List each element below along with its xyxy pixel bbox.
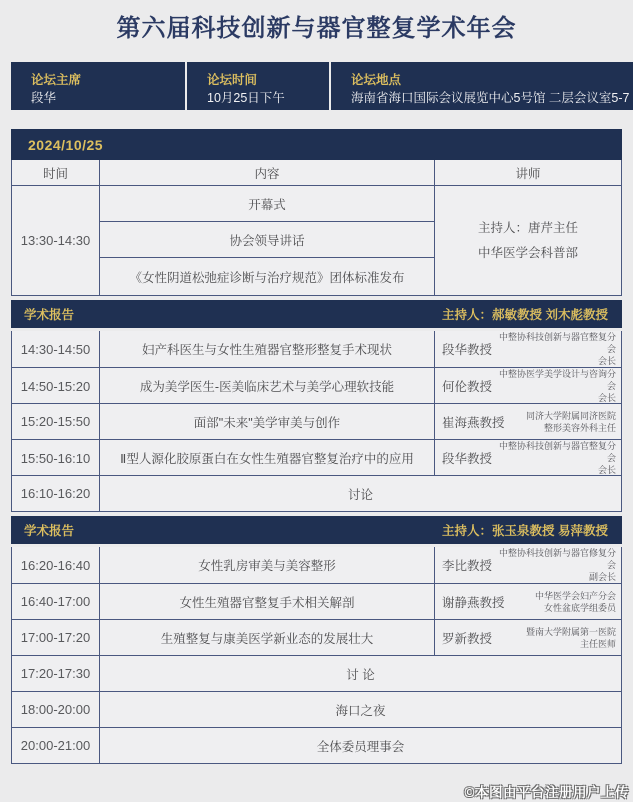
session-row xyxy=(12,367,621,403)
time-cell: 14:50-15:20 xyxy=(12,368,100,404)
speaker-name: 何伦教授 xyxy=(442,380,493,394)
forum-time-value: 10月25日下午 xyxy=(207,91,285,105)
session-title: 面部"未来"美学审美与创作 xyxy=(100,404,435,439)
affiliation-line: 同济大学附属同济医院 xyxy=(525,410,616,421)
affiliation-line: 中整协科技创新与器官整复分会 xyxy=(498,441,616,463)
speaker-affiliation xyxy=(492,368,616,404)
time-cell: 16:10-16:20 xyxy=(12,476,100,511)
session-row xyxy=(12,403,621,439)
session-title: 协会领导讲话 xyxy=(100,222,435,258)
date-text: 2024/10/25 xyxy=(28,136,104,153)
time-cell: 15:20-15:50 xyxy=(12,404,100,439)
affiliation-line: 暨南大学附属第一医院 xyxy=(525,626,616,637)
session-title: 讨 论 xyxy=(346,667,375,682)
speaker-name: 段华教授 xyxy=(442,343,493,357)
time-cell: 20:00-21:00 xyxy=(12,728,100,763)
forum-chair-cell xyxy=(11,62,185,110)
table-column-header xyxy=(12,160,621,186)
speaker-cell xyxy=(435,547,621,583)
session-row xyxy=(12,583,621,619)
affiliation-line: 中整协医学美学设计与咨询分会 xyxy=(498,369,616,391)
forum-info-bar xyxy=(11,62,630,110)
page-title: 第六届科技创新与器官整复学术年会 xyxy=(116,15,517,42)
affiliation-line: 会长 xyxy=(597,356,616,366)
time-cell: 16:20-16:40 xyxy=(12,547,100,583)
evening-event-row xyxy=(12,691,621,727)
time-cell: 13:30-14:30 xyxy=(12,186,100,295)
time-cell: 15:50-16:10 xyxy=(12,440,100,476)
speaker-affiliation xyxy=(492,626,616,650)
speaker-cell xyxy=(435,620,621,655)
opening-block xyxy=(11,160,622,296)
column-header-content: 内容 xyxy=(100,160,435,185)
time-cell: 14:30-14:50 xyxy=(12,331,100,367)
speaker-cell xyxy=(435,404,621,439)
speaker-cell xyxy=(435,186,621,295)
session-block-1 xyxy=(11,331,622,512)
session-title: 开幕式 xyxy=(100,186,435,222)
affiliation-line: 中整协科技创新与器官整复分会 xyxy=(498,332,616,354)
time-cell: 16:40-17:00 xyxy=(12,584,100,619)
affiliation-line: 会长 xyxy=(597,465,616,475)
speaker-affiliation xyxy=(492,331,616,367)
session-title: 海口之夜 xyxy=(335,703,386,718)
session-title: 生殖整复与康美医学新业态的发展壮大 xyxy=(100,620,435,655)
section-header-1 xyxy=(11,300,622,328)
discussion-row xyxy=(12,655,621,691)
affiliation-line: 会长 xyxy=(597,393,616,403)
moderator-affiliation: 中华医学会科普部 xyxy=(477,246,578,260)
forum-location-value: 海南省海口国际会议展览中心5号馆 二层会议室5-7 xyxy=(351,91,630,105)
opening-session-row xyxy=(12,186,621,295)
date-bar xyxy=(11,129,622,160)
forum-location-label: 论坛地点 xyxy=(351,73,402,87)
forum-time-cell xyxy=(187,62,329,110)
speaker-cell xyxy=(435,584,621,619)
speaker-affiliation xyxy=(492,547,616,583)
session-title: 全体委员理事会 xyxy=(316,739,405,754)
speaker-name: 李比教授 xyxy=(442,559,493,573)
time-cell: 18:00-20:00 xyxy=(12,692,100,727)
session-row xyxy=(12,331,621,367)
moderator-line: 主持人：唐芹主任 xyxy=(477,221,578,235)
forum-time-label: 论坛时间 xyxy=(207,73,258,87)
speaker-affiliation xyxy=(492,440,616,476)
forum-chair-label: 论坛主席 xyxy=(31,73,82,87)
section-title: 学术报告 xyxy=(24,308,75,322)
affiliation-line: 女性盆底学组委员 xyxy=(543,602,616,613)
session-row xyxy=(12,619,621,655)
speaker-name: 段华教授 xyxy=(442,452,493,466)
section-moderators: 主持人：张玉泉教授 易萍教授 xyxy=(442,524,608,538)
speaker-name: 谢静燕教授 xyxy=(442,595,505,610)
time-cell: 17:00-17:20 xyxy=(12,620,100,655)
speaker-cell xyxy=(435,440,621,476)
session-title: 女性乳房审美与美容整形 xyxy=(100,547,435,583)
session-row xyxy=(12,439,621,475)
affiliation-line: 主任医师 xyxy=(579,638,616,649)
speaker-affiliation xyxy=(505,410,616,434)
column-header-speaker: 讲师 xyxy=(515,166,541,181)
speaker-name: 崔海燕教授 xyxy=(442,415,505,430)
session-title: 妇产科医生与女性生殖器官整形整复手术现状 xyxy=(100,331,435,367)
forum-chair-value: 段华 xyxy=(31,91,57,105)
session-title: 《女性阴道松弛症诊断与治疗规范》团体标准发布 xyxy=(100,258,435,295)
section-header-2 xyxy=(11,516,622,544)
session-title: Ⅱ型人源化胶原蛋白在女性生殖器官整复治疗中的应用 xyxy=(100,440,435,476)
affiliation-line: 中华医学会妇产分会 xyxy=(534,590,616,601)
council-meeting-row xyxy=(12,727,621,763)
column-header-time: 时间 xyxy=(12,160,100,185)
affiliation-line: 中整协科技创新与器官修复分会 xyxy=(498,548,616,570)
session-row xyxy=(12,547,621,583)
affiliation-line: 整形美容外科主任 xyxy=(543,422,616,433)
speaker-affiliation xyxy=(505,590,616,614)
section-moderators: 主持人：郝敏教授 刘木彪教授 xyxy=(442,308,608,322)
section-title: 学术报告 xyxy=(24,524,75,538)
speaker-cell xyxy=(435,368,621,404)
speaker-cell xyxy=(435,331,621,367)
session-title: 讨论 xyxy=(347,487,373,502)
speaker-name: 罗新教授 xyxy=(442,631,493,646)
discussion-row xyxy=(12,475,621,511)
forum-location-cell xyxy=(331,62,633,110)
session-title: 成为美学医生-医美临床艺术与美学心理软技能 xyxy=(100,368,435,404)
affiliation-line: 副会长 xyxy=(588,572,616,582)
session-title: 女性生殖器官整复手术相关解剖 xyxy=(100,584,435,619)
watermark: ©本图由平台注册用户上传 xyxy=(464,785,629,800)
time-cell: 17:20-17:30 xyxy=(12,656,100,691)
session-block-2 xyxy=(11,547,622,764)
